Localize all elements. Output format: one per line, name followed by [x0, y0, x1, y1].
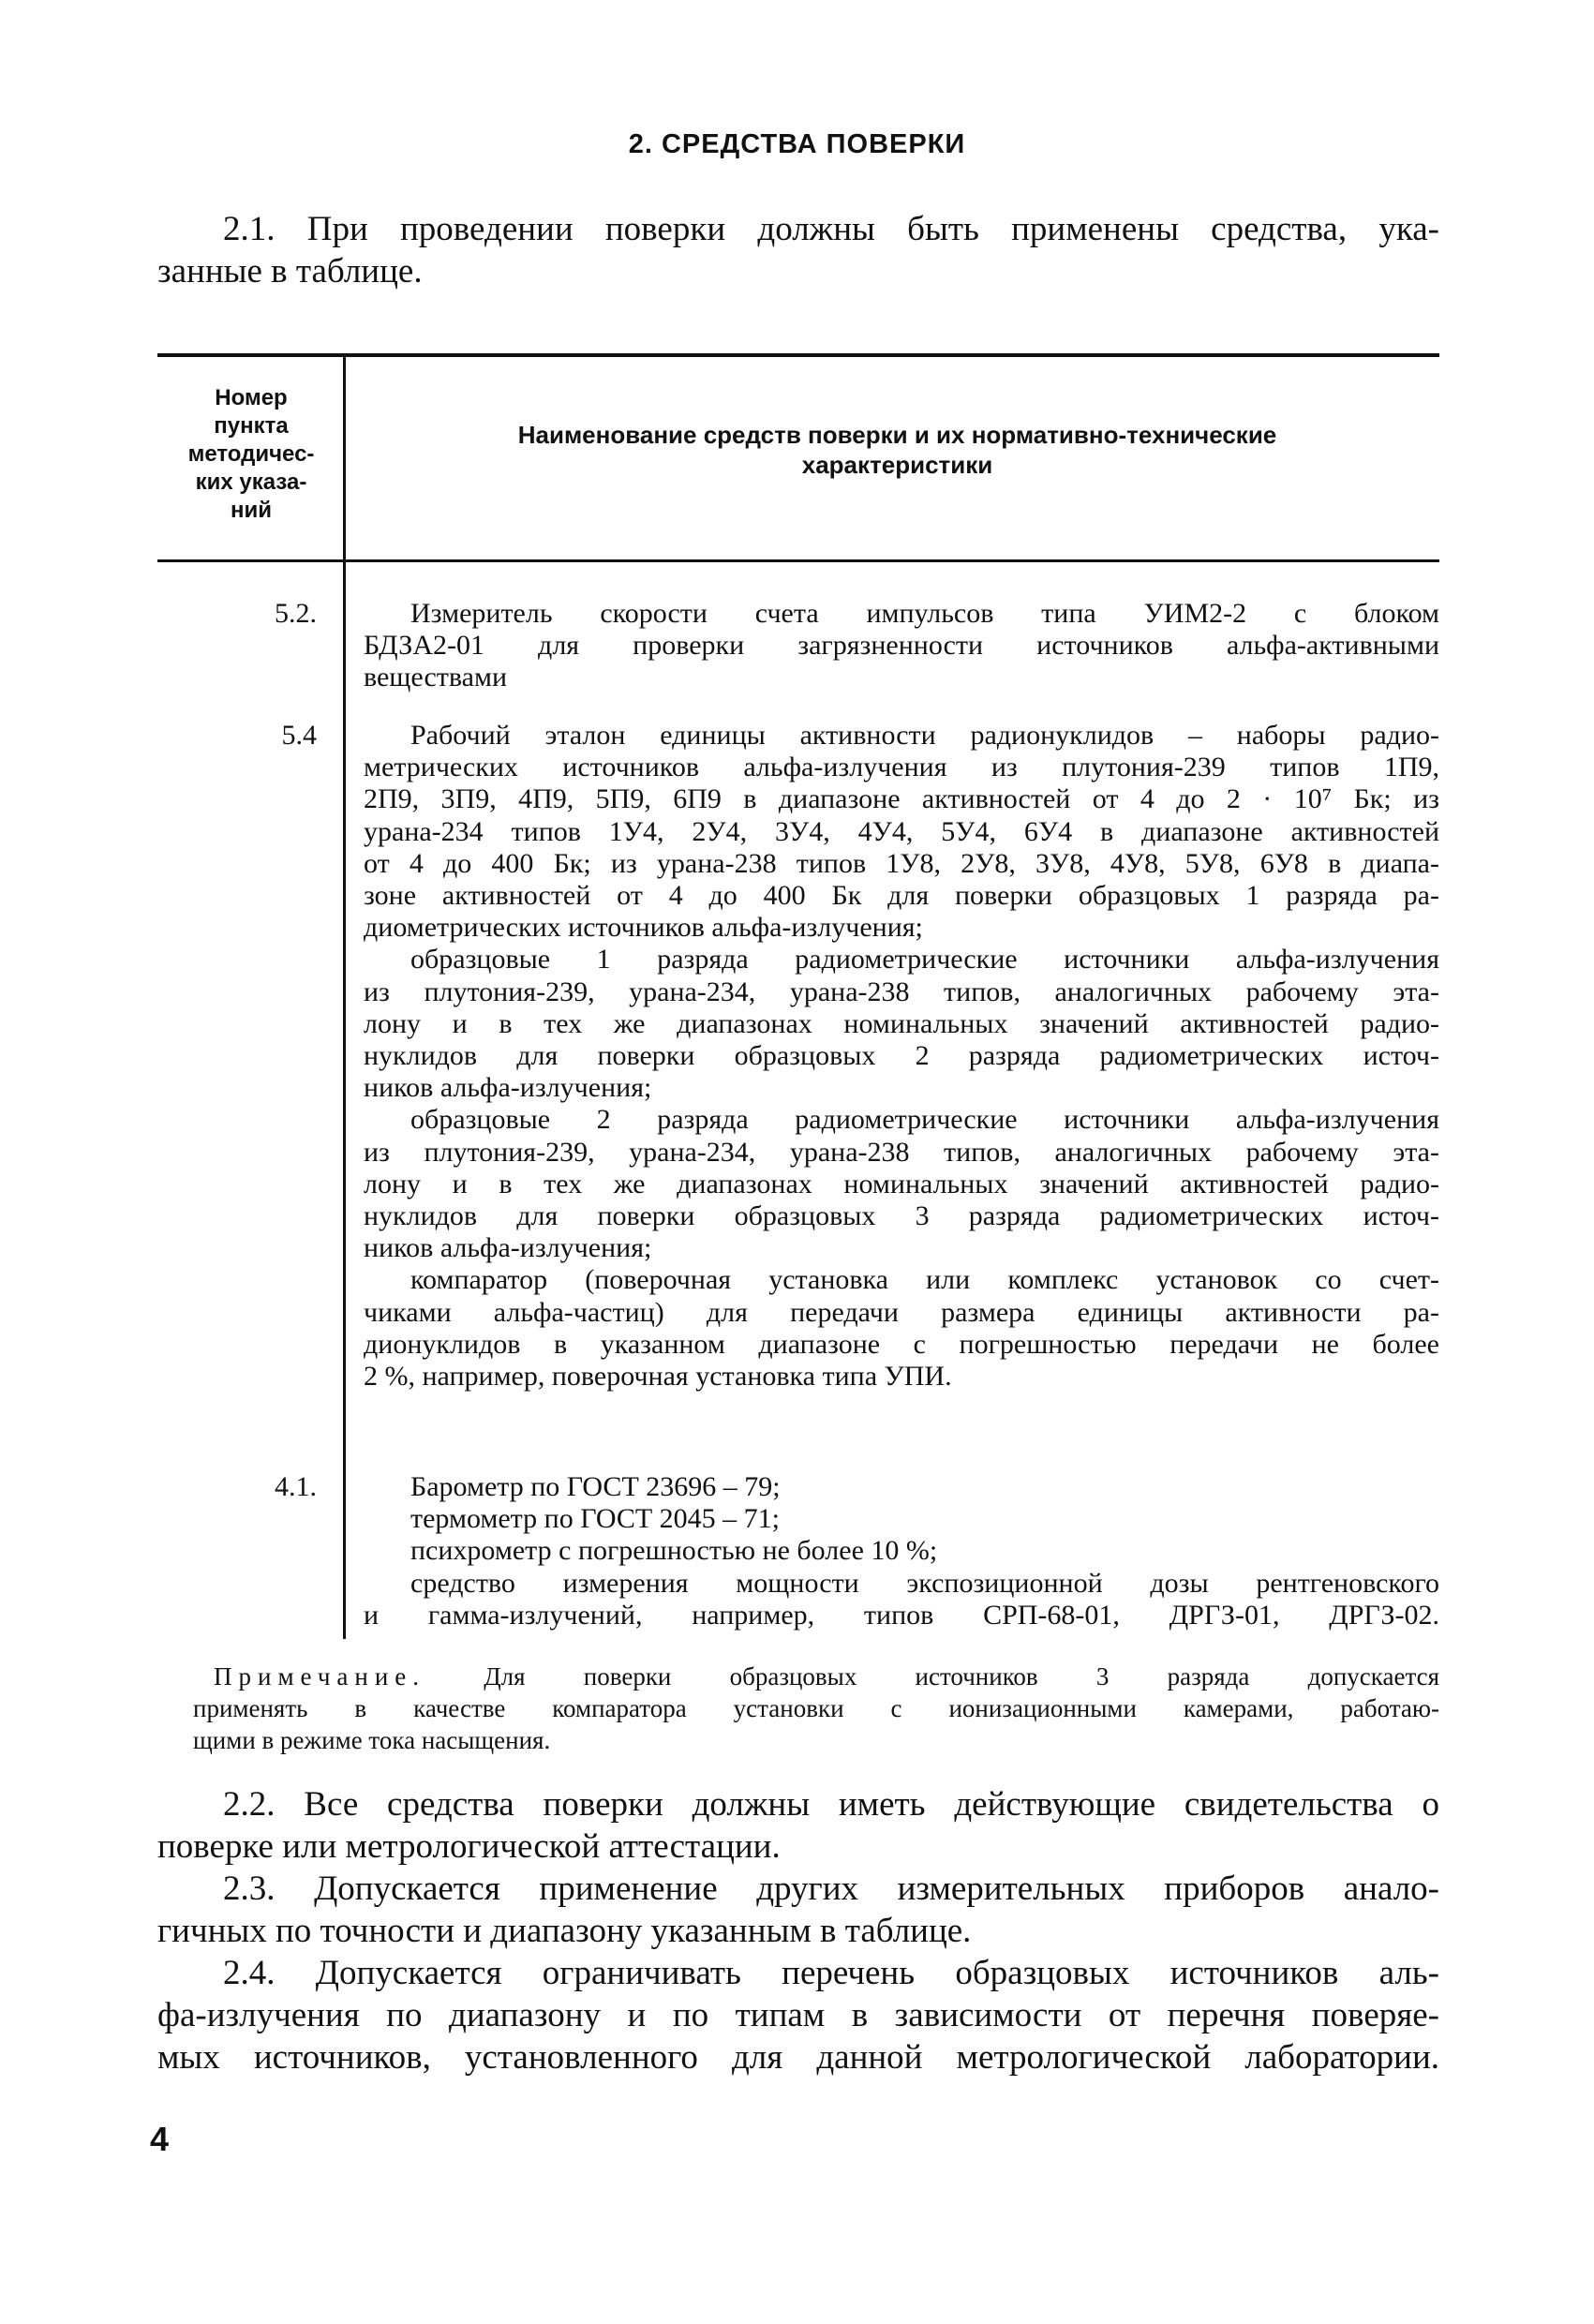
- row-line: ников альфа-излучения;: [364, 1072, 652, 1104]
- row-line: образцовые 1 разряда радиометрические источники альфа-излучения: [410, 944, 1439, 976]
- section-title: 2. СРЕДСТВА ПОВЕРКИ: [628, 129, 966, 159]
- row-line: зоне активностей от 4 до 400 Бк для поверки образцовых 1 разряда ра-: [364, 880, 1439, 912]
- row-line: из плутония-239, урана-234, урана-238 типов, аналогичных рабочему эта-: [364, 976, 1439, 1007]
- note-line: применять в качестве компаратора установки с ионизационными камерами, работаю-: [193, 1694, 1439, 1722]
- table-row-number: 5.4: [281, 720, 317, 751]
- paragraph-line: 2.4. Допускается ограничивать перечень образцовых источников аль-: [223, 1954, 1439, 1992]
- row-line: ников альфа-излучения;: [364, 1232, 652, 1264]
- row-line: средство измерения мощности экспозиционной дозы рентгеновского: [410, 1567, 1439, 1599]
- paragraph-2-3: [157, 1868, 1439, 1952]
- table-header-number: [157, 384, 345, 525]
- header-number-line: Номер: [215, 385, 288, 410]
- header-name-line: Наименование средств поверки и их нормативно-технические: [517, 421, 1277, 449]
- intro-line: 2.1. При проведении поверки должны быть применены средства, ука-: [223, 210, 1439, 248]
- paragraph-line: 2.3. Допускается применение других измерительных приборов анало-: [223, 1870, 1439, 1908]
- paragraph-line: поверке или метрологической аттестации.: [157, 1827, 781, 1866]
- paragraph-line: 2.2. Все средства поверки должны иметь действующие свидетельства о: [223, 1785, 1439, 1824]
- row-line: от 4 до 400 Бк; из урана-238 типов 1У8, 2У8, 3У8, 4У8, 5У8, 6У8 в диапа-: [364, 847, 1439, 879]
- row-line: лону и в тех же диапазонах номинальных значений активностей радио-: [364, 1007, 1439, 1039]
- row-line: 2 %, например, поверочная установка типа УПИ.: [364, 1361, 952, 1393]
- note-label: Примечание.: [214, 1662, 426, 1691]
- table-row-number: 4.1.: [275, 1471, 317, 1502]
- row-line: нуклидов для поверки образцовых 2 разряда радиометрических источ-: [364, 1040, 1439, 1072]
- table-column-divider: [343, 353, 346, 1639]
- table-note: [193, 1661, 1439, 1756]
- row-line: и гамма-излучений, например, типов СРП-68-01, ДРГЗ-01, ДРГЗ-02.: [364, 1599, 1439, 1631]
- header-number-line: ний: [230, 498, 272, 523]
- table-row-text: [364, 1471, 1439, 1631]
- table-row-text: [364, 598, 1439, 694]
- header-number-line: ких указа-: [195, 469, 307, 495]
- intro-paragraph: [157, 208, 1439, 292]
- header-name-line: характеристики: [801, 451, 993, 479]
- row-line: Барометр по ГОСТ 23696 – 79;: [410, 1471, 781, 1502]
- paragraph-line: фа-излучения по диапазону и по типам в зависимости от перечня поверяе-: [157, 1996, 1439, 2034]
- note-line: щими в режиме тока насыщения.: [193, 1726, 551, 1754]
- row-line: веществами: [364, 662, 508, 693]
- paragraph-2-2: [157, 1783, 1439, 1868]
- row-line: метрических источников альфа-излучения из плутония-239 типов 1П9,: [364, 752, 1439, 783]
- row-line: компаратор (поверочная установка или комплекс установок со счет-: [410, 1264, 1439, 1296]
- row-line: Рабочий эталон единицы активности радионуклидов – наборы радио-: [410, 720, 1439, 751]
- row-line: нуклидов для поверки образцовых 3 разряда радиометрических источ-: [364, 1200, 1439, 1232]
- table-header-name: [347, 420, 1448, 480]
- header-number-line: методичес-: [187, 441, 315, 467]
- row-line: лону и в тех же диапазонах номинальных значений активностей радио-: [364, 1168, 1439, 1199]
- row-line: 2П9, 3П9, 4П9, 5П9, 6П9 в диапазоне активностей от 4 до 2 · 10⁷ Бк; из: [364, 783, 1439, 815]
- table-row-text: [364, 720, 1439, 1393]
- paragraph-line: гичных по точности и диапазону указанным в таблице.: [157, 1912, 972, 1950]
- row-line: образцовые 2 разряда радиометрические источники альфа-излучения: [410, 1104, 1439, 1136]
- row-line: из плутония-239, урана-234, урана-238 типов, аналогичных рабочему эта-: [364, 1136, 1439, 1168]
- row-line: урана-234 типов 1У4, 2У4, 3У4, 4У4, 5У4, 6У4 в диапазоне активностей: [364, 815, 1439, 847]
- row-line: психрометр с погрешностью не более 10 %;: [410, 1535, 938, 1567]
- row-line: дионуклидов в указанном диапазоне с погрешностью передачи не более: [364, 1328, 1439, 1360]
- row-line: Измеритель скорости счета импульсов типа УИМ2-2 с блоком: [410, 598, 1439, 629]
- header-number-line: пункта: [214, 413, 289, 439]
- paragraph-line: мых источников, установленного для данной метрологической лаборатории.: [157, 2038, 1439, 2077]
- row-line: БДЗА2-01 для проверки загрязненности источников альфа-активными: [364, 630, 1439, 662]
- row-line: термометр по ГОСТ 2045 – 71;: [410, 1503, 781, 1535]
- table-header-rule: [157, 559, 1439, 562]
- table-top-rule: [157, 353, 1439, 357]
- row-line: чиками альфа-частиц) для передачи размера единицы активности ра-: [364, 1296, 1439, 1328]
- intro-line: занные в таблице.: [157, 252, 423, 290]
- note-line: Для поверки образцовых источников 3 разряда допускается: [484, 1662, 1439, 1691]
- row-line: диометрических источников альфа-излучения;: [364, 912, 923, 944]
- paragraph-2-4: [157, 1952, 1439, 2078]
- page-number: 4: [150, 2120, 170, 2158]
- table-row-number: 5.2.: [275, 598, 317, 629]
